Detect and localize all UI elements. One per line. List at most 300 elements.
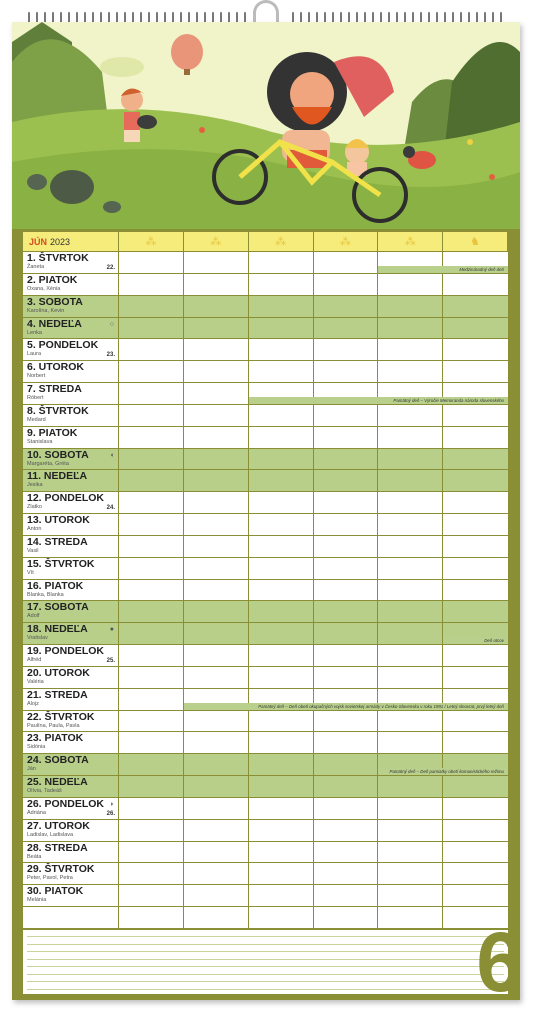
day-label: 29. ŠTVRTOK — [27, 863, 95, 876]
moon-phase-icon: ○ — [109, 320, 114, 328]
entry-cell[interactable] — [314, 492, 379, 514]
month-header — [23, 232, 119, 252]
day-cell — [23, 842, 119, 864]
entry-cell[interactable] — [184, 623, 249, 645]
entry-cell[interactable] — [119, 405, 184, 427]
day-cell — [23, 623, 119, 645]
day-cell — [23, 732, 119, 754]
entry-cell[interactable] — [119, 798, 184, 820]
entry-cell[interactable] — [249, 405, 314, 427]
entry-cell[interactable] — [249, 318, 314, 340]
entry-cell[interactable] — [314, 754, 379, 776]
entry-cell[interactable] — [184, 842, 249, 864]
day-label: 12. PONDELOK — [27, 492, 105, 505]
entry-cell[interactable] — [314, 776, 379, 798]
entry-cell[interactable] — [119, 732, 184, 754]
entry-cell[interactable] — [119, 558, 184, 580]
entry-cell[interactable] — [249, 667, 314, 689]
entry-cell[interactable] — [443, 863, 508, 885]
week-number: 25. — [106, 657, 115, 664]
nameday-names: Stanislava — [27, 438, 53, 445]
entry-cell[interactable] — [184, 339, 249, 361]
day-cell — [23, 798, 119, 820]
nameday-names: Valéria — [27, 678, 44, 685]
entry-cell[interactable] — [378, 580, 443, 602]
column-header-4 — [314, 232, 379, 252]
nameday-names: Melánia — [27, 897, 47, 904]
entry-cell[interactable] — [314, 885, 379, 907]
column-header-2 — [184, 232, 249, 252]
note-line — [27, 959, 504, 960]
column-header-6 — [443, 232, 508, 252]
nameday-names: Róbert — [27, 395, 44, 402]
entry-cell[interactable] — [443, 470, 508, 492]
entry-cell[interactable] — [249, 514, 314, 536]
entry-cell[interactable] — [119, 252, 184, 274]
entry-cell[interactable] — [378, 885, 443, 907]
notes-area — [23, 930, 508, 994]
entry-cell[interactable] — [184, 514, 249, 536]
entry-cell[interactable] — [378, 907, 443, 929]
day-label: 13. UTOROK — [27, 514, 90, 527]
day-label: 5. PONDELOK — [27, 339, 99, 352]
entry-cell[interactable] — [314, 361, 379, 383]
day-label: 6. UTOROK — [27, 361, 84, 374]
entry-cell[interactable] — [249, 798, 314, 820]
holiday-note: Deň otcov — [443, 637, 508, 644]
entry-cell[interactable] — [119, 470, 184, 492]
entry-cell[interactable] — [314, 405, 379, 427]
entry-cell[interactable] — [249, 274, 314, 296]
entry-cell[interactable] — [378, 776, 443, 798]
day-cell — [23, 601, 119, 623]
day-label: 10. SOBOTA — [27, 448, 89, 461]
entry-cell[interactable] — [119, 296, 184, 318]
entry-cell[interactable] — [249, 842, 314, 864]
family-icon: ⁂ — [145, 236, 157, 248]
entry-cell[interactable] — [184, 776, 249, 798]
entry-cell[interactable] — [443, 776, 508, 798]
day-label: 22. ŠTVRTOK — [27, 710, 95, 723]
entry-cell[interactable] — [249, 863, 314, 885]
entry-cell[interactable] — [249, 645, 314, 667]
day-label: 24. SOBOTA — [27, 754, 89, 767]
nameday-names: Margaréta, Gréta — [27, 460, 69, 467]
holiday-note: Pamätný deň – Deň pamiatky obetí komunistického režimu — [378, 768, 508, 775]
entry-cell[interactable] — [443, 601, 508, 623]
family-icon: ⁂ — [339, 236, 351, 248]
day-label: 26. PONDELOK — [27, 797, 105, 810]
entry-cell[interactable] — [378, 798, 443, 820]
note-line — [27, 974, 504, 975]
entry-cell[interactable] — [314, 601, 379, 623]
entry-cell[interactable] — [443, 405, 508, 427]
entry-cell[interactable] — [184, 645, 249, 667]
nameday-names: Vasil — [27, 547, 39, 554]
entry-cell[interactable] — [314, 798, 379, 820]
week-number: 22. — [106, 264, 115, 271]
nameday-names: Alfréd — [27, 657, 42, 664]
nameday-names: Vratislav — [27, 635, 48, 642]
day-cell — [23, 383, 119, 405]
day-label: 9. PIATOK — [27, 426, 78, 439]
entry-cell[interactable] — [378, 274, 443, 296]
entry-cell[interactable] — [184, 252, 249, 274]
entry-cell[interactable] — [119, 492, 184, 514]
entry-cell[interactable] — [184, 449, 249, 471]
entry-cell[interactable] — [184, 383, 249, 405]
entry-cell[interactable] — [249, 711, 314, 733]
entry-cell[interactable] — [119, 601, 184, 623]
entry-cell[interactable] — [249, 732, 314, 754]
entry-cell[interactable] — [249, 296, 314, 318]
nameday-names: Žaneta — [27, 264, 45, 270]
entry-cell[interactable] — [443, 732, 508, 754]
pet-icon: ♞ — [470, 236, 481, 248]
entry-cell[interactable] — [314, 296, 379, 318]
entry-cell[interactable] — [443, 296, 508, 318]
nameday-names: Olívia, Tadeáš — [27, 788, 62, 795]
day-cell — [23, 296, 119, 318]
entry-cell[interactable] — [443, 492, 508, 514]
moon-phase-icon: ◖ — [109, 451, 114, 459]
entry-cell[interactable] — [443, 842, 508, 864]
day-label: 8. ŠTVRTOK — [27, 404, 89, 417]
entry-cell[interactable] — [119, 383, 184, 405]
nameday-names: Beáta — [27, 853, 42, 860]
day-label: 21. STREDA — [27, 688, 88, 701]
entry-cell[interactable] — [184, 798, 249, 820]
note-line — [27, 981, 504, 982]
entry-cell[interactable] — [314, 623, 379, 645]
entry-cell[interactable] — [249, 558, 314, 580]
day-label: 4. NEDEĽA — [27, 317, 82, 330]
entry-cell[interactable] — [184, 296, 249, 318]
day-label: 11. NEDEĽA — [27, 470, 88, 483]
entry-cell[interactable] — [184, 667, 249, 689]
entry-cell[interactable] — [314, 339, 379, 361]
day-cell — [23, 318, 119, 340]
entry-cell[interactable] — [378, 558, 443, 580]
week-number: 24. — [106, 505, 115, 512]
day-label: 25. NEDEĽA — [27, 776, 88, 789]
day-label: 16. PIATOK — [27, 579, 84, 592]
entry-cell[interactable] — [443, 274, 508, 296]
nameday-names: Alojz — [27, 700, 39, 707]
entry-cell[interactable] — [378, 820, 443, 842]
entry-cell[interactable] — [249, 754, 314, 776]
entry-cell[interactable] — [184, 427, 249, 449]
day-cell — [23, 645, 119, 667]
note-line — [27, 936, 504, 937]
entry-cell[interactable] — [184, 754, 249, 776]
day-cell — [23, 558, 119, 580]
entry-cell[interactable] — [119, 842, 184, 864]
entry-cell[interactable] — [314, 274, 379, 296]
day-label: 15. ŠTVRTOK — [27, 557, 95, 570]
entry-cell[interactable] — [249, 601, 314, 623]
note-line — [27, 951, 504, 952]
entry-cell[interactable] — [249, 492, 314, 514]
entry-cell[interactable] — [119, 514, 184, 536]
entry-cell[interactable] — [119, 361, 184, 383]
moon-phase-icon: ● — [109, 626, 114, 634]
entry-cell[interactable] — [378, 339, 443, 361]
entry-cell[interactable] — [119, 776, 184, 798]
entry-cell[interactable] — [314, 580, 379, 602]
entry-cell[interactable] — [443, 514, 508, 536]
nameday-names: Blanka, Blanka — [27, 591, 64, 598]
entry-cell[interactable] — [119, 907, 184, 929]
entry-cell[interactable] — [119, 645, 184, 667]
entry-cell[interactable] — [249, 776, 314, 798]
column-header-1 — [119, 232, 184, 252]
empty-day-cell — [23, 907, 119, 929]
nameday-names: Adriána — [27, 809, 46, 816]
entry-cell[interactable] — [314, 907, 379, 929]
week-number: 26. — [106, 810, 115, 817]
nameday-names: Sidónia — [27, 744, 46, 751]
entry-cell[interactable] — [378, 470, 443, 492]
nameday-names: Ladislav, Ladislava — [27, 831, 74, 838]
entry-cell[interactable] — [184, 536, 249, 558]
entry-cell[interactable] — [119, 339, 184, 361]
day-cell — [23, 667, 119, 689]
entry-cell[interactable] — [184, 732, 249, 754]
family-icon: ⁂ — [404, 236, 416, 248]
entry-cell[interactable] — [119, 318, 184, 340]
nameday-names: Karolína, Kevin — [27, 307, 65, 314]
entry-cell[interactable] — [249, 907, 314, 929]
calendar-grid — [23, 232, 508, 929]
entry-cell[interactable] — [378, 711, 443, 733]
day-label: 17. SOBOTA — [27, 601, 89, 614]
entry-cell[interactable] — [184, 885, 249, 907]
entry-cell[interactable] — [378, 667, 443, 689]
day-label: 23. PIATOK — [27, 732, 84, 745]
moon-phase-icon: ◗ — [109, 800, 114, 808]
note-line — [27, 944, 504, 945]
entry-cell[interactable] — [378, 361, 443, 383]
entry-cell[interactable] — [443, 361, 508, 383]
entry-cell[interactable] — [443, 449, 508, 471]
entry-cell[interactable] — [119, 885, 184, 907]
day-label: 3. SOBOTA — [27, 295, 83, 308]
entry-cell[interactable] — [378, 492, 443, 514]
entry-cell[interactable] — [378, 296, 443, 318]
entry-cell[interactable] — [119, 820, 184, 842]
entry-cell[interactable] — [378, 623, 443, 645]
entry-cell[interactable] — [443, 885, 508, 907]
entry-cell[interactable] — [378, 318, 443, 340]
entry-cell[interactable] — [443, 580, 508, 602]
entry-cell[interactable] — [378, 601, 443, 623]
day-cell — [23, 427, 119, 449]
entry-cell[interactable] — [314, 645, 379, 667]
column-header-5 — [378, 232, 443, 252]
day-label: 30. PIATOK — [27, 885, 84, 898]
day-cell — [23, 863, 119, 885]
entry-cell[interactable] — [249, 623, 314, 645]
day-cell — [23, 689, 119, 711]
entry-cell[interactable] — [314, 842, 379, 864]
day-cell — [23, 449, 119, 471]
entry-cell[interactable] — [249, 470, 314, 492]
day-cell — [23, 405, 119, 427]
entry-cell[interactable] — [314, 863, 379, 885]
holiday-note: Pamätný deň – Deň obetí okupačných vojsk sovietskej armády v Česko-Slovensku v roku 1991 / Letný slnovrat, prvý letný deň — [184, 703, 508, 710]
entry-cell[interactable] — [314, 514, 379, 536]
entry-cell[interactable] — [314, 318, 379, 340]
entry-cell[interactable] — [443, 820, 508, 842]
entry-cell[interactable] — [378, 427, 443, 449]
day-label: 19. PONDELOK — [27, 645, 105, 658]
day-cell — [23, 492, 119, 514]
entry-cell[interactable] — [443, 558, 508, 580]
entry-cell[interactable] — [314, 820, 379, 842]
entry-cell[interactable] — [184, 318, 249, 340]
entry-cell[interactable] — [314, 667, 379, 689]
entry-cell[interactable] — [119, 427, 184, 449]
entry-cell[interactable] — [184, 580, 249, 602]
entry-cell[interactable] — [378, 405, 443, 427]
entry-cell[interactable] — [119, 623, 184, 645]
entry-cell[interactable] — [314, 732, 379, 754]
nameday-names: Paulína, Paula, Pavla — [27, 722, 80, 729]
day-cell — [23, 580, 119, 602]
entry-cell[interactable] — [443, 339, 508, 361]
entry-cell[interactable] — [119, 711, 184, 733]
entry-cell[interactable] — [184, 711, 249, 733]
entry-cell[interactable] — [184, 601, 249, 623]
note-line — [27, 989, 504, 990]
entry-cell[interactable] — [119, 667, 184, 689]
entry-cell[interactable] — [184, 274, 249, 296]
entry-cell[interactable] — [184, 405, 249, 427]
entry-cell[interactable] — [314, 711, 379, 733]
day-cell — [23, 339, 119, 361]
entry-cell[interactable] — [378, 842, 443, 864]
entry-cell[interactable] — [119, 754, 184, 776]
entry-cell[interactable] — [249, 536, 314, 558]
entry-cell[interactable] — [119, 863, 184, 885]
column-header-3 — [249, 232, 314, 252]
day-cell — [23, 820, 119, 842]
week-number: 23. — [106, 352, 115, 359]
day-label: 20. UTOROK — [27, 666, 90, 679]
day-cell — [23, 885, 119, 907]
entry-cell[interactable] — [443, 711, 508, 733]
day-cell — [23, 514, 119, 536]
entry-cell[interactable] — [443, 536, 508, 558]
entry-cell[interactable] — [314, 558, 379, 580]
entry-cell[interactable] — [119, 580, 184, 602]
nameday-names: Medard — [27, 416, 46, 423]
day-cell — [23, 361, 119, 383]
month-name: JÚN — [29, 236, 48, 247]
day-cell — [23, 252, 119, 274]
entry-cell[interactable] — [249, 580, 314, 602]
nameday-names: Oxana, Xénia — [27, 285, 61, 292]
entry-cell[interactable] — [378, 863, 443, 885]
nameday-names: Peter, Pavol, Petra — [27, 875, 73, 882]
note-line — [27, 966, 504, 967]
entry-cell[interactable] — [249, 252, 314, 274]
month-number: 6 — [476, 915, 523, 1009]
entry-cell[interactable] — [184, 907, 249, 929]
entry-cell[interactable] — [314, 449, 379, 471]
entry-cell[interactable] — [249, 427, 314, 449]
entry-cell[interactable] — [314, 536, 379, 558]
day-cell — [23, 470, 119, 492]
entry-cell[interactable] — [443, 667, 508, 689]
holiday-note: Pamätný deň – Výročie Memoranda národa slovenského — [249, 397, 508, 404]
nameday-names: Laura — [27, 351, 42, 358]
entry-cell[interactable] — [184, 492, 249, 514]
family-bicycle-illustration — [12, 22, 520, 229]
day-label: 28. STREDA — [27, 841, 88, 854]
nameday-names: Ján — [27, 766, 36, 773]
family-icon: ⁂ — [275, 236, 287, 248]
entry-cell[interactable] — [314, 252, 379, 274]
day-cell — [23, 754, 119, 776]
nameday-names: Zlatko — [27, 504, 42, 511]
day-label: 18. NEDEĽA — [27, 623, 88, 636]
entry-cell[interactable] — [184, 361, 249, 383]
entry-cell[interactable] — [249, 339, 314, 361]
entry-cell[interactable] — [443, 318, 508, 340]
entry-cell[interactable] — [184, 558, 249, 580]
entry-cell[interactable] — [443, 645, 508, 667]
entry-cell[interactable] — [443, 798, 508, 820]
entry-cell[interactable] — [249, 361, 314, 383]
entry-cell[interactable] — [119, 449, 184, 471]
nameday-names: Norbert — [27, 373, 46, 380]
entry-cell[interactable] — [443, 427, 508, 449]
nameday-names: Adolf — [27, 613, 40, 620]
entry-cell[interactable] — [378, 536, 443, 558]
entry-cell[interactable] — [314, 470, 379, 492]
nameday-names: Lenka — [27, 329, 42, 336]
entry-cell[interactable] — [184, 863, 249, 885]
day-cell — [23, 536, 119, 558]
day-label: 1. ŠTVRTOK — [27, 252, 89, 264]
holiday-note: Medzinárodný deň detí — [378, 266, 508, 273]
entry-cell[interactable] — [119, 536, 184, 558]
entry-cell[interactable] — [378, 732, 443, 754]
entry-cell[interactable] — [249, 885, 314, 907]
nameday-names: Vít — [27, 569, 34, 576]
day-cell — [23, 274, 119, 296]
entry-cell[interactable] — [378, 645, 443, 667]
day-label: 2. PIATOK — [27, 273, 78, 286]
entry-cell[interactable] — [119, 689, 184, 711]
entry-cell[interactable] — [378, 449, 443, 471]
month-year: 2023 — [50, 236, 71, 247]
day-label: 27. UTOROK — [27, 819, 90, 832]
day-label: 7. STREDA — [27, 383, 82, 396]
entry-cell[interactable] — [378, 514, 443, 536]
entry-cell[interactable] — [249, 820, 314, 842]
entry-cell[interactable] — [249, 449, 314, 471]
entry-cell[interactable] — [184, 470, 249, 492]
family-icon: ⁂ — [210, 236, 222, 248]
entry-cell[interactable] — [119, 274, 184, 296]
entry-cell[interactable] — [184, 820, 249, 842]
day-label: 14. STREDA — [27, 535, 88, 548]
entry-cell[interactable] — [314, 427, 379, 449]
day-cell — [23, 776, 119, 798]
